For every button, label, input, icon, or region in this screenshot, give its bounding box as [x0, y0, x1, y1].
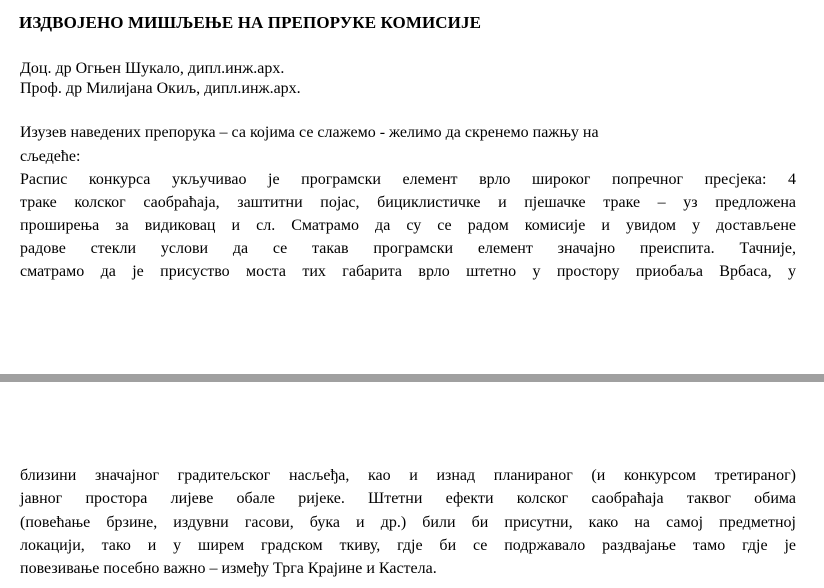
author-line: Доц. др Огњен Шукало, дипл.инж.арх. — [20, 60, 285, 77]
page-separator — [0, 374, 824, 382]
author-line: Проф. др Милијана Окиљ, дипл.инж.арх. — [20, 80, 301, 97]
document-title: ИЗДВОЈЕНО МИШЉЕЊЕ НА ПРЕПОРУКЕ КОМИСИЈЕ — [19, 13, 482, 32]
document-page-2 — [0, 382, 824, 588]
paragraph-line: сматрамо да је присуство моста тих габарита врло штетно у простору приобаља Врбаса, у — [20, 263, 796, 280]
paragraph-line: проширења за видиковац и сл. Сматрамо да су се радом комисије и увидом у достављене — [20, 217, 796, 234]
paragraph-line: сљедеће: — [20, 148, 81, 165]
paragraph-line: (повећање брзине, издувни гасови, бука и др.) били би присутни, како на самој предметној — [20, 514, 796, 531]
paragraph-line: Распис конкурса укључивао је програмски елемент врло широког попречног пресјека: 4 — [20, 171, 796, 188]
paragraph-line: јавног простора лијеве обале ријеке. Штетни ефекти колског саобраћаја таквог обима — [20, 490, 796, 507]
paragraph-line: локацији, тако и у ширем градском ткиву, гдје би се подржавало раздвајање тамо гдје је — [20, 537, 796, 554]
paragraph-line: Изузев наведених препорука – са којима се слажемо - желимо да скренемо пажњу на — [20, 124, 599, 141]
paragraph-line: близини значајног градитељског насљеђа, као и изнад планираног (и конкурсом третираног) — [20, 467, 796, 484]
paragraph-line: траке колског саобраћаја, заштитни појас, бициклистичке и пјешачке траке – уз предложена — [20, 194, 796, 211]
paragraph-line: повезивање посебно важно – између Трга Крајине и Кастела. — [20, 560, 437, 577]
paragraph-line: радове стекли услови да се такав програмски елемент значајно преиспита. Тачније, — [20, 240, 796, 257]
